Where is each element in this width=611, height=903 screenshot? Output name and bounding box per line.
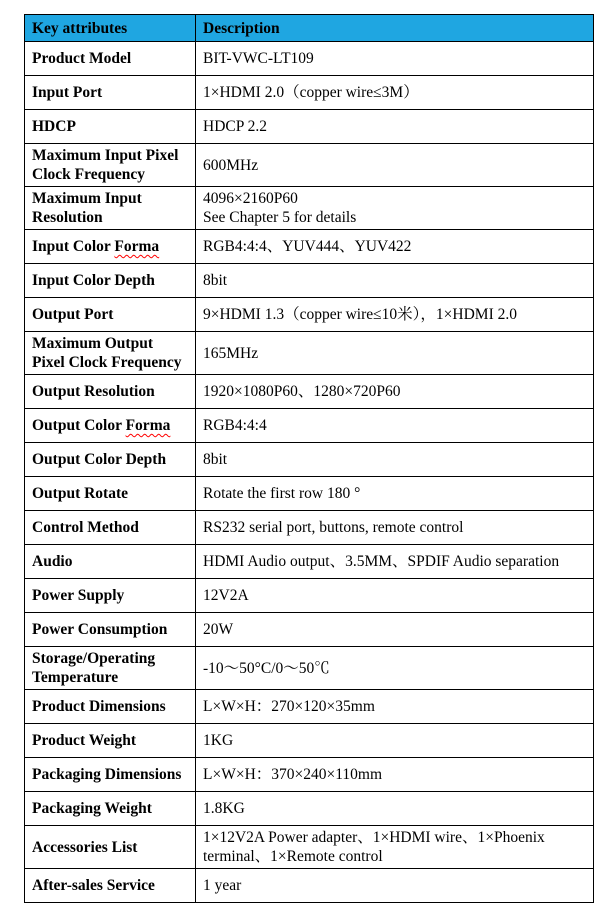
- description-cell: [196, 110, 594, 144]
- description-cell: [196, 230, 594, 264]
- description-cell: [196, 579, 594, 613]
- description-cell: [196, 443, 594, 477]
- description-cell: [196, 76, 594, 110]
- table-row: [25, 690, 594, 724]
- description-cell: [196, 613, 594, 647]
- attribute-name-label: Output Port: [32, 306, 114, 323]
- attribute-name-cell: [25, 477, 196, 511]
- attribute-name-cell: [25, 409, 196, 443]
- description-cell: [196, 375, 594, 409]
- attribute-name-cell: [25, 690, 196, 724]
- description-line: 8bit: [203, 272, 228, 289]
- attribute-name-label: Output Resolution: [32, 383, 155, 400]
- description-cell: [196, 724, 594, 758]
- attribute-name-label: Output Color Depth: [32, 451, 167, 468]
- description-line: RS232 serial port, buttons, remote control: [203, 519, 464, 536]
- attribute-name-cell: [25, 545, 196, 579]
- attribute-name-cell: [25, 298, 196, 332]
- description-line: HDCP 2.2: [203, 118, 268, 135]
- description-line: L×W×H：370×240×110mm: [203, 766, 383, 783]
- description-line: 1KG: [203, 732, 234, 749]
- table-row: [25, 42, 594, 76]
- attribute-name-label: Packaging Weight: [32, 800, 152, 817]
- attribute-name-cell: [25, 375, 196, 409]
- attribute-name-cell: [25, 511, 196, 545]
- attribute-name-label: Output Rotate: [32, 485, 129, 502]
- description-line: RGB4:4:4、YUV444、YUV422: [203, 238, 412, 255]
- description-line: L×W×H：270×120×35mm: [203, 698, 375, 715]
- attribute-name-label: Control Method: [32, 519, 139, 536]
- description-line: 165MHz: [203, 344, 259, 362]
- attribute-name-label: HDCP: [32, 118, 76, 135]
- description-line: 1×12V2A Power adapter、1×HDMI wire、1×Phoenix terminal、1×Remote control: [203, 829, 545, 865]
- attribute-name-cell: [25, 42, 196, 76]
- description-cell: [196, 690, 594, 724]
- attribute-name-label: Input Color Depth: [32, 272, 155, 289]
- attribute-name-cell: [25, 187, 196, 230]
- description-line: Rotate the first row 180 °: [203, 485, 361, 502]
- description-line: -10～50°C/0～50℃: [203, 659, 330, 677]
- description-cell: [196, 42, 594, 76]
- attribute-name-cell: [25, 826, 196, 869]
- attribute-name-label: Product Model: [32, 50, 132, 67]
- attribute-name-misspelled-word: Forma: [125, 417, 171, 434]
- table-row: [25, 375, 594, 409]
- attribute-name-label: Power Consumption: [32, 621, 168, 638]
- table-row: [25, 724, 594, 758]
- description-cell: [196, 187, 594, 230]
- description-line: 9×HDMI 1.3（copper wire≤10米），1×HDMI 2.0: [203, 306, 517, 323]
- attribute-name-label: Audio: [32, 553, 73, 570]
- table-row: [25, 758, 594, 792]
- attribute-name-label: Maximum Output Pixel Clock Frequency: [32, 335, 182, 371]
- description-line: 1 year: [203, 877, 242, 894]
- table-row: [25, 869, 594, 903]
- description-line: 1920×1080P60、1280×720P60: [203, 383, 401, 400]
- table-row: [25, 579, 594, 613]
- table-row: [25, 647, 594, 690]
- attribute-name-label: Output Color: [32, 417, 126, 434]
- description-cell: [196, 409, 594, 443]
- description-cell: [196, 647, 594, 690]
- description-line: BIT-VWC-LT109: [203, 50, 314, 67]
- attribute-name-label: Storage/Operating Temperature: [32, 650, 156, 686]
- description-cell: [196, 511, 594, 545]
- table-row: [25, 443, 594, 477]
- attribute-name-label: Accessories List: [32, 838, 138, 856]
- description-cell: [196, 144, 594, 187]
- header-row: [25, 15, 594, 42]
- column-header-description: Description: [196, 15, 594, 42]
- table-row: [25, 230, 594, 264]
- attribute-name-cell: [25, 230, 196, 264]
- attribute-name-label: Packaging Dimensions: [32, 766, 182, 783]
- description-line: HDMI Audio output、3.5MM、SPDIF Audio separation: [203, 553, 560, 570]
- table-row: [25, 613, 594, 647]
- attribute-name-cell: [25, 613, 196, 647]
- table-row: [25, 264, 594, 298]
- description-line: 8bit: [203, 451, 228, 468]
- attribute-name-cell: [25, 332, 196, 375]
- description-cell: [196, 826, 594, 869]
- attribute-name-label: Power Supply: [32, 587, 125, 604]
- description-cell: [196, 792, 594, 826]
- attribute-name-cell: [25, 76, 196, 110]
- table-row: [25, 187, 594, 230]
- attribute-name-cell: [25, 110, 196, 144]
- attribute-name-cell: [25, 443, 196, 477]
- attribute-name-label: Product Weight: [32, 732, 137, 749]
- description-line: 20W: [203, 621, 234, 638]
- attribute-name-label: Input Color: [32, 238, 115, 255]
- description-line: 600MHz: [203, 156, 259, 174]
- description-cell: [196, 758, 594, 792]
- attribute-name-cell: [25, 724, 196, 758]
- description-line: 1×HDMI 2.0（copper wire≤3M）: [203, 84, 419, 101]
- attribute-name-cell: [25, 264, 196, 298]
- attribute-name-label: Maximum Input Pixel Clock Frequency: [32, 147, 179, 183]
- description-line: 4096×2160P60: [203, 190, 298, 207]
- description-cell: [196, 477, 594, 511]
- spec-table-header: [25, 15, 594, 42]
- table-row: [25, 332, 594, 375]
- description-cell: [196, 332, 594, 375]
- table-row: [25, 298, 594, 332]
- attribute-name-cell: [25, 579, 196, 613]
- table-row: [25, 792, 594, 826]
- spec-table-body: [25, 42, 594, 903]
- table-row: [25, 477, 594, 511]
- description-line: See Chapter 5 for details: [203, 209, 357, 226]
- description-line: RGB4:4:4: [203, 417, 267, 434]
- table-row: [25, 511, 594, 545]
- attribute-name-misspelled-word: Forma: [114, 238, 160, 255]
- spec-table: [24, 14, 594, 903]
- table-row: [25, 144, 594, 187]
- description-cell: [196, 545, 594, 579]
- attribute-name-label: Product Dimensions: [32, 698, 166, 715]
- table-row: [25, 826, 594, 869]
- description-line: 12V2A: [203, 587, 249, 604]
- attribute-name-cell: [25, 869, 196, 903]
- attribute-name-label: Maximum Input Resolution: [32, 190, 142, 226]
- description-line: 1.8KG: [203, 800, 245, 817]
- attribute-name-cell: [25, 792, 196, 826]
- column-header-key-attributes: Key attributes: [25, 15, 196, 42]
- table-row: [25, 110, 594, 144]
- description-cell: [196, 264, 594, 298]
- table-row: [25, 76, 594, 110]
- attribute-name-cell: [25, 144, 196, 187]
- attribute-name-label: Input Port: [32, 84, 103, 101]
- description-cell: [196, 869, 594, 903]
- attribute-name-label: After-sales Service: [32, 877, 155, 894]
- attribute-name-cell: [25, 758, 196, 792]
- attribute-name-cell: [25, 647, 196, 690]
- description-cell: [196, 298, 594, 332]
- table-row: [25, 409, 594, 443]
- table-row: [25, 545, 594, 579]
